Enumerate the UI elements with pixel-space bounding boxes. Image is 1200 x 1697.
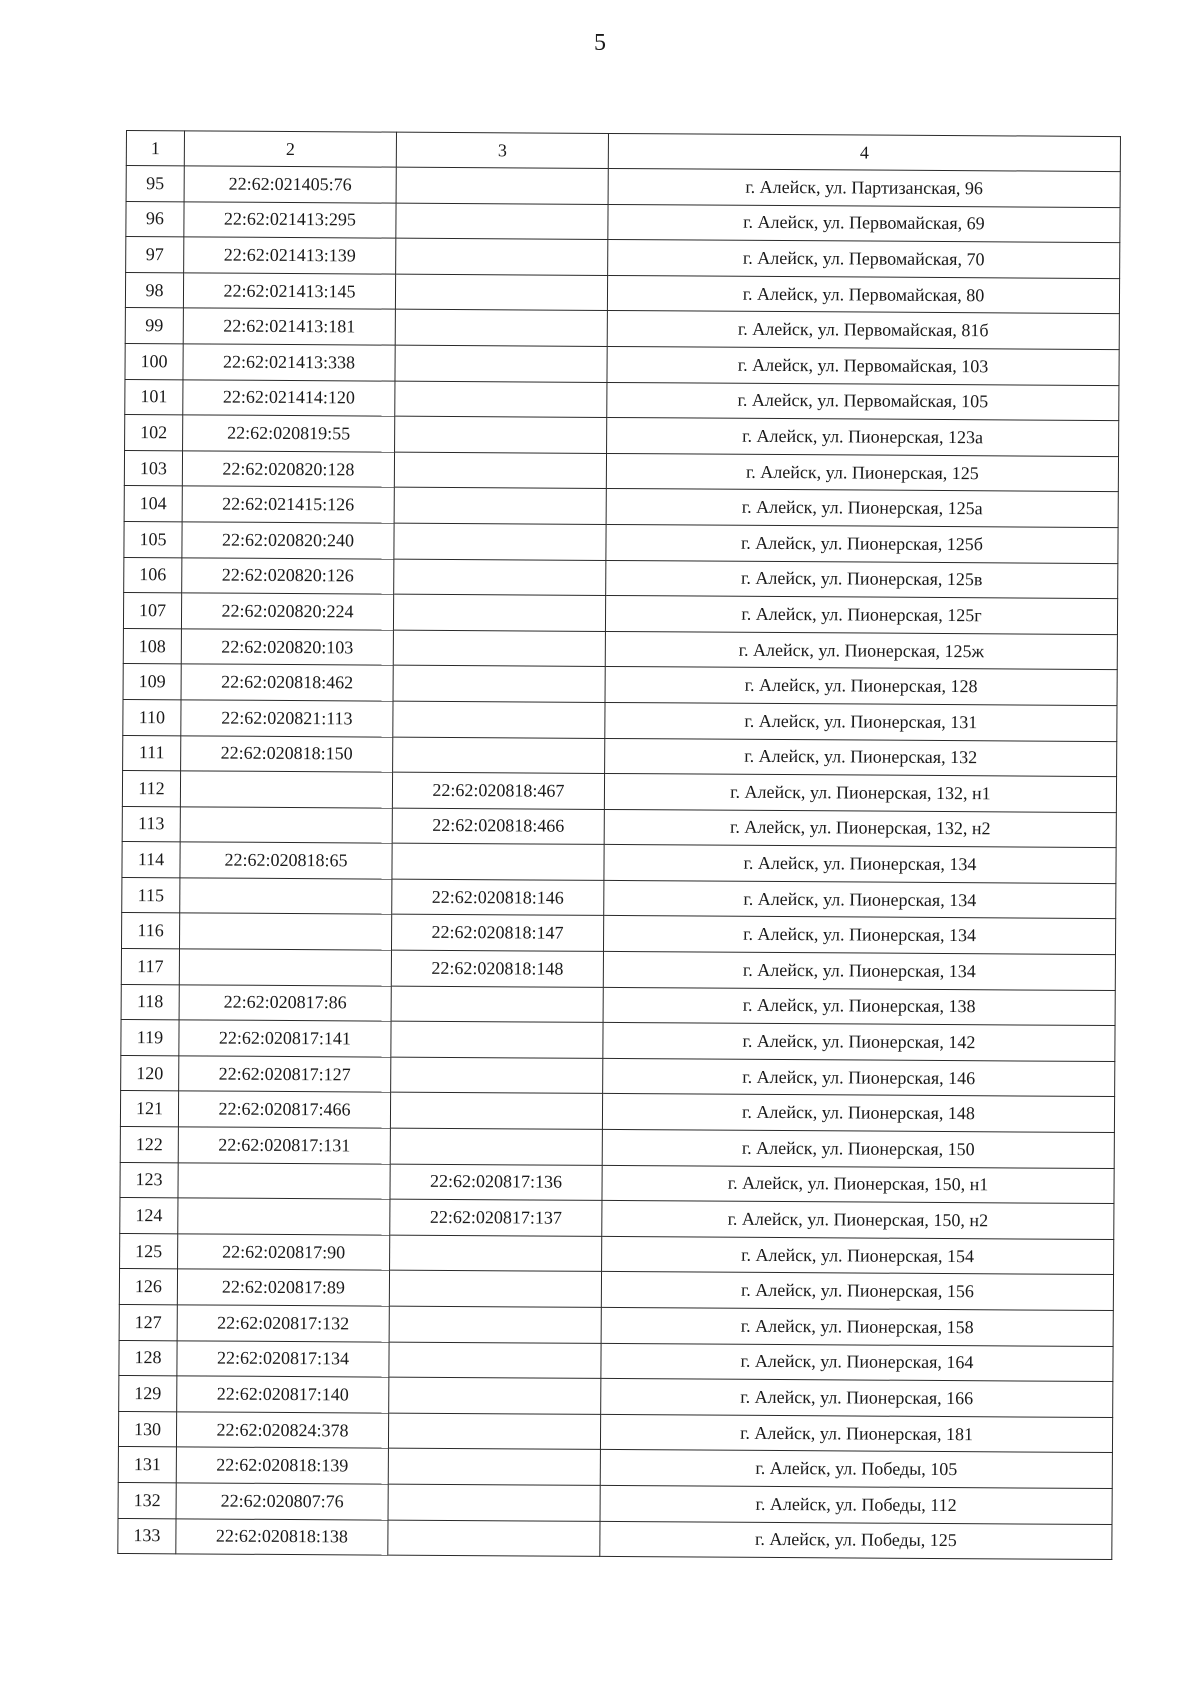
- cadastral-premises-cell: 22:62:020818:146: [392, 879, 604, 916]
- table-row: [125, 379, 1119, 421]
- table-row: [121, 984, 1115, 1026]
- cadastral-land-cell: 22:62:020824:378: [176, 1412, 388, 1449]
- row-number-cell: 103: [124, 450, 182, 486]
- cadastral-land-cell: 22:62:020817:140: [177, 1376, 389, 1413]
- table-row: [120, 1198, 1114, 1240]
- table-row: [126, 237, 1120, 279]
- address-cell: г. Алейск, ул. Пионерская, 150: [602, 1129, 1114, 1168]
- cadastral-land-cell: 22:62:021413:181: [183, 308, 395, 345]
- address-cell: г. Алейск, ул. Пионерская, 134: [604, 845, 1116, 884]
- table-row: [122, 806, 1116, 848]
- cadastral-premises-cell: [389, 1377, 601, 1414]
- address-cell: г. Алейск, ул. Первомайская, 70: [608, 240, 1120, 279]
- row-number-cell: 124: [120, 1198, 178, 1234]
- table-row: [119, 1340, 1113, 1382]
- cadastral-land-cell: 22:62:020817:466: [178, 1091, 390, 1128]
- row-number-cell: 106: [124, 557, 182, 593]
- cadastral-premises-cell: [391, 1057, 603, 1094]
- cadastral-premises-cell: [394, 487, 606, 524]
- table-row: [120, 1091, 1114, 1133]
- cadastral-premises-cell: [393, 665, 605, 702]
- row-number-cell: 115: [122, 877, 180, 913]
- row-number-cell: 97: [126, 237, 184, 273]
- cadastral-premises-cell: [388, 1520, 600, 1557]
- cadastral-land-cell: 22:62:021413:139: [184, 237, 396, 274]
- row-number-cell: 105: [124, 521, 182, 557]
- row-number-cell: 98: [125, 272, 183, 308]
- column-header-address: 4: [608, 133, 1120, 171]
- row-number-cell: 99: [125, 308, 183, 344]
- cadastral-premises-cell: [389, 1271, 601, 1308]
- cadastral-land-cell: 22:62:020818:139: [176, 1447, 388, 1484]
- row-number-cell: 117: [121, 949, 179, 985]
- address-cell: г. Алейск, ул. Пионерская, 134: [604, 880, 1116, 919]
- cadastral-land-cell: 22:62:021413:145: [183, 273, 395, 310]
- cadastral-premises-cell: [394, 523, 606, 560]
- row-number-cell: 114: [122, 842, 180, 878]
- row-number-cell: 121: [120, 1091, 178, 1127]
- address-cell: г. Алейск, ул. Партизанская, 96: [608, 168, 1120, 207]
- row-number-cell: 107: [123, 593, 181, 629]
- row-number-cell: 130: [118, 1411, 176, 1447]
- row-number-cell: 100: [125, 343, 183, 379]
- table-row: [123, 593, 1117, 635]
- address-cell: г. Алейск, ул. Пионерская, 154: [602, 1236, 1114, 1275]
- cadastral-premises-cell: 22:62:020817:136: [390, 1164, 602, 1201]
- cadastral-land-cell: 22:62:020820:240: [182, 522, 394, 559]
- address-cell: г. Алейск, ул. Пионерская, 128: [605, 667, 1117, 706]
- address-cell: г. Алейск, ул. Пионерская, 125: [606, 453, 1118, 492]
- table-row: [122, 771, 1116, 813]
- cadastral-premises-cell: [390, 1128, 602, 1165]
- address-cell: г. Алейск, ул. Пионерская, 142: [603, 1023, 1115, 1062]
- address-cell: г. Алейск, ул. Победы, 112: [600, 1485, 1112, 1524]
- column-header-number: 1: [126, 131, 184, 166]
- cadastral-premises-cell: 22:62:020818:467: [392, 772, 604, 809]
- cadastral-premises-cell: 22:62:020818:147: [391, 915, 603, 952]
- address-cell: г. Алейск, ул. Пионерская, 150, н1: [602, 1165, 1114, 1204]
- cadastral-land-cell: 22:62:021413:338: [183, 344, 395, 381]
- address-cell: г. Алейск, ул. Первомайская, 105: [607, 382, 1119, 421]
- cadastral-premises-cell: [395, 274, 607, 311]
- cadastral-land-cell: 22:62:020817:89: [177, 1269, 389, 1306]
- cadastral-premises-cell: 22:62:020818:148: [391, 950, 603, 987]
- cadastral-land-cell: 22:62:020819:55: [183, 415, 395, 452]
- address-cell: г. Алейск, ул. Пионерская, 134: [603, 951, 1115, 990]
- table-row: [126, 166, 1120, 208]
- cadastral-premises-cell: 22:62:020818:466: [392, 808, 604, 845]
- address-cell: г. Алейск, ул. Первомайская, 80: [607, 275, 1119, 314]
- row-number-cell: 119: [121, 1020, 179, 1056]
- row-number-cell: 110: [123, 699, 181, 735]
- address-cell: г. Алейск, ул. Пионерская, 181: [600, 1414, 1112, 1453]
- table-row: [124, 557, 1118, 599]
- cadastral-premises-cell: [394, 452, 606, 489]
- cadastral-land-cell: [178, 1198, 390, 1235]
- address-cell: г. Алейск, ул. Первомайская, 103: [607, 346, 1119, 385]
- cadastral-land-cell: 22:62:020820:224: [181, 593, 393, 630]
- table-row: [121, 949, 1115, 991]
- row-number-cell: 108: [123, 628, 181, 664]
- address-cell: г. Алейск, ул. Пионерская, 132: [605, 738, 1117, 777]
- cadastral-premises-cell: [393, 594, 605, 631]
- table-row: [121, 1055, 1115, 1097]
- address-cell: г. Алейск, ул. Пионерская, 138: [603, 987, 1115, 1026]
- address-cell: г. Алейск, ул. Пионерская, 164: [601, 1343, 1113, 1382]
- table-row: [124, 521, 1118, 563]
- row-number-cell: 133: [118, 1518, 176, 1554]
- cadastral-land-cell: [180, 771, 392, 808]
- row-number-cell: 102: [125, 415, 183, 451]
- table-row: [124, 450, 1118, 492]
- table-row: [120, 1233, 1114, 1275]
- cadastral-land-cell: 22:62:020817:134: [177, 1340, 389, 1377]
- row-number-cell: 112: [122, 771, 180, 807]
- column-header-cadastral-land: 2: [184, 131, 396, 167]
- address-cell: г. Алейск, ул. Пионерская, 132, н2: [604, 809, 1116, 848]
- table-row: [123, 699, 1117, 741]
- table-row: [126, 201, 1120, 243]
- table-row: [124, 486, 1118, 528]
- table-row: [123, 735, 1117, 777]
- table-row: [122, 842, 1116, 884]
- row-number-cell: 128: [119, 1340, 177, 1376]
- cadastral-premises-cell: [389, 1306, 601, 1343]
- table-row: [118, 1482, 1112, 1524]
- cadastral-premises-cell: [390, 1235, 602, 1272]
- cadastral-premises-cell: [388, 1449, 600, 1486]
- cadastral-land-cell: 22:62:020807:76: [176, 1483, 388, 1520]
- row-number-cell: 120: [121, 1055, 179, 1091]
- cadastral-premises-cell: [388, 1484, 600, 1521]
- row-number-cell: 131: [118, 1447, 176, 1483]
- cadastral-land-cell: 22:62:021415:126: [182, 486, 394, 523]
- address-cell: г. Алейск, ул. Первомайская, 69: [608, 204, 1120, 243]
- address-cell: г. Алейск, ул. Пионерская, 156: [601, 1272, 1113, 1311]
- cadastral-land-cell: [180, 807, 392, 844]
- address-cell: г. Алейск, ул. Пионерская, 131: [605, 702, 1117, 741]
- cadastral-premises-cell: [390, 1093, 602, 1130]
- table-row: [125, 343, 1119, 385]
- row-number-cell: 125: [120, 1233, 178, 1269]
- cadastral-land-cell: 22:62:020817:86: [179, 984, 391, 1021]
- table-row: [119, 1376, 1113, 1418]
- cadastral-premises-cell: [392, 843, 604, 880]
- row-number-cell: 118: [121, 984, 179, 1020]
- address-cell: г. Алейск, ул. Пионерская, 158: [601, 1307, 1113, 1346]
- row-number-cell: 122: [120, 1127, 178, 1163]
- cadastral-land-cell: 22:62:020818:150: [181, 735, 393, 772]
- row-number-cell: 126: [119, 1269, 177, 1305]
- row-number-cell: 132: [118, 1482, 176, 1518]
- column-header-cadastral-premises: 3: [396, 132, 608, 168]
- address-cell: г. Алейск, ул. Победы, 125: [600, 1521, 1112, 1560]
- cadastral-land-cell: 22:62:021414:120: [183, 379, 395, 416]
- cadastral-premises-cell: [389, 1342, 601, 1379]
- address-cell: г. Алейск, ул. Пионерская, 125г: [605, 596, 1117, 635]
- cadastral-premises-cell: [393, 737, 605, 774]
- cadastral-land-cell: 22:62:020817:141: [179, 1020, 391, 1057]
- cadastral-premises-cell: [395, 416, 607, 453]
- header-row: [126, 131, 1120, 172]
- table-row: [125, 272, 1119, 314]
- address-cell: г. Алейск, ул. Пионерская, 125б: [606, 524, 1118, 563]
- table-row: [119, 1269, 1113, 1311]
- address-cell: г. Алейск, ул. Пионерская, 132, н1: [604, 774, 1116, 813]
- cadastral-land-cell: 22:62:020818:138: [176, 1518, 388, 1555]
- cadastral-land-cell: 22:62:020820:126: [182, 557, 394, 594]
- table-row: [125, 415, 1119, 457]
- cadastral-land-cell: [179, 949, 391, 986]
- address-cell: г. Алейск, ул. Пионерская, 148: [602, 1094, 1114, 1133]
- cadastral-land-cell: 22:62:020817:90: [178, 1234, 390, 1271]
- table-row: [122, 877, 1116, 919]
- cadastral-land-cell: 22:62:020817:132: [177, 1305, 389, 1342]
- table-header: [126, 131, 1120, 172]
- row-number-cell: 129: [119, 1376, 177, 1412]
- address-cell: г. Алейск, ул. Пионерская, 166: [601, 1379, 1113, 1418]
- row-number-cell: 111: [123, 735, 181, 771]
- table-row: [123, 664, 1117, 706]
- cadastral-land-cell: 22:62:021405:76: [184, 166, 396, 203]
- table-row: [118, 1518, 1112, 1560]
- row-number-cell: 123: [120, 1162, 178, 1198]
- address-cell: г. Алейск, ул. Пионерская, 146: [603, 1058, 1115, 1097]
- cadastral-premises-cell: [388, 1413, 600, 1450]
- table-row: [120, 1127, 1114, 1169]
- cadastral-premises-cell: [395, 345, 607, 382]
- cadastral-premises-cell: [396, 203, 608, 240]
- row-number-cell: 96: [126, 201, 184, 237]
- cadastral-premises-cell: [393, 630, 605, 667]
- cadastral-land-cell: 22:62:020818:65: [180, 842, 392, 879]
- table-row: [119, 1304, 1113, 1346]
- row-number-cell: 104: [124, 486, 182, 522]
- cadastral-land-cell: 22:62:020820:103: [181, 629, 393, 666]
- cadastral-premises-cell: [391, 1021, 603, 1058]
- cadastral-premises-cell: [396, 167, 608, 204]
- address-cell: г. Алейск, ул. Пионерская, 125в: [606, 560, 1118, 599]
- row-number-cell: 101: [125, 379, 183, 415]
- page-number: 5: [594, 30, 606, 56]
- cadastral-land-cell: [180, 878, 392, 915]
- row-number-cell: 95: [126, 166, 184, 202]
- address-cell: г. Алейск, ул. Победы, 105: [600, 1450, 1112, 1489]
- table-row: [118, 1411, 1112, 1453]
- registry-table: [117, 130, 1121, 1560]
- cadastral-land-cell: [179, 913, 391, 950]
- address-cell: г. Алейск, ул. Первомайская, 81б: [607, 311, 1119, 350]
- cadastral-premises-cell: [395, 381, 607, 418]
- cadastral-land-cell: [178, 1162, 390, 1199]
- table-row: [121, 1020, 1115, 1062]
- table-body: [118, 166, 1120, 1560]
- cadastral-land-cell: 22:62:020821:113: [181, 700, 393, 737]
- cadastral-premises-cell: 22:62:020817:137: [390, 1199, 602, 1236]
- table-row: [118, 1447, 1112, 1489]
- address-cell: г. Алейск, ул. Пионерская, 125а: [606, 489, 1118, 528]
- cadastral-land-cell: 22:62:020818:462: [181, 664, 393, 701]
- cadastral-land-cell: 22:62:020817:127: [179, 1056, 391, 1093]
- cadastral-premises-cell: [394, 559, 606, 596]
- row-number-cell: 113: [122, 806, 180, 842]
- table-row: [120, 1162, 1114, 1204]
- cadastral-premises-cell: [395, 310, 607, 347]
- cadastral-premises-cell: [396, 238, 608, 275]
- row-number-cell: 127: [119, 1304, 177, 1340]
- table-row: [125, 308, 1119, 350]
- cadastral-land-cell: 22:62:021413:295: [184, 201, 396, 238]
- address-cell: г. Алейск, ул. Пионерская, 150, н2: [602, 1201, 1114, 1240]
- table-row: [123, 628, 1117, 670]
- cadastral-land-cell: 22:62:020817:131: [178, 1127, 390, 1164]
- address-cell: г. Алейск, ул. Пионерская, 123а: [607, 418, 1119, 457]
- address-cell: г. Алейск, ул. Пионерская, 134: [603, 916, 1115, 955]
- table-row: [121, 913, 1115, 955]
- cadastral-land-cell: 22:62:020820:128: [182, 451, 394, 488]
- cadastral-premises-cell: [391, 986, 603, 1023]
- row-number-cell: 116: [121, 913, 179, 949]
- row-number-cell: 109: [123, 664, 181, 700]
- cadastral-premises-cell: [393, 701, 605, 738]
- address-cell: г. Алейск, ул. Пионерская, 125ж: [605, 631, 1117, 670]
